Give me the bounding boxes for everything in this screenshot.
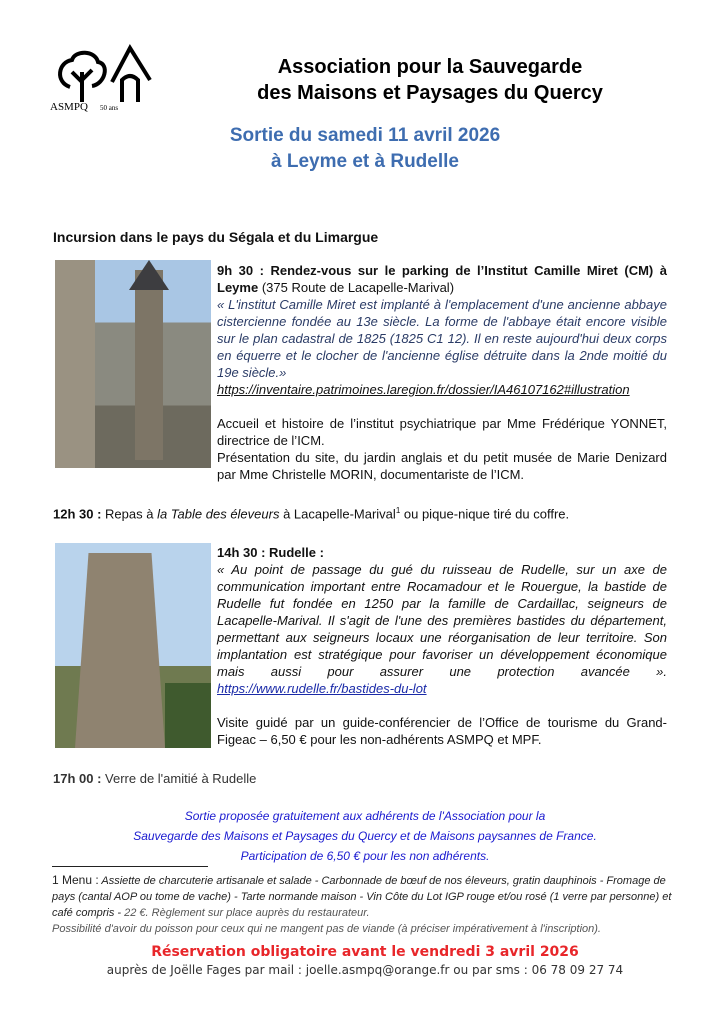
end-line: 17h 00 : Verre de l'amitié à Rudelle [53, 771, 257, 786]
rudelle-link[interactable]: https://www.rudelle.fr/bastides-du-lot [217, 681, 427, 696]
svg-text:ASMPQ: ASMPQ [50, 101, 88, 113]
svg-text:50 ans: 50 ans [100, 104, 119, 112]
inventaire-link[interactable]: https://inventaire.patrimoines.laregion.fr/dossier/IA46107162#illustration [217, 382, 630, 397]
footnote: 1 Menu : Assiette de charcuterie artisanale et salade - Carbonnade de bœuf de nos éleveurs, gratin dauphinois - Fromage de pays (cantal AOP ou tome de vache) - Tarte normande maison - Vin Côte du Lot IGP rouge et/ou rosé (1 verre par personne) et café compris - 22 €. Règlement sur place auprès du restaurateur. Possibilité d'avoir du poisson pour ceux qui ne mangent pas de viande (à préciser impérativement à l'inscription). [52, 873, 672, 935]
notice: Sortie proposée gratuitement aux adhérents de l'Association pour la Sauvegarde des Maisons et Paysages du Quercy et de Maisons paysannes de France. Participation de 6,50 € pour les non adhérents. [133, 809, 597, 863]
institut-photo [55, 260, 211, 468]
footnote-divider [52, 866, 208, 867]
lunch-line: 12h 30 : Repas à la Table des éleveurs à Lacapelle-Marival$^1$ ou pique-nique tiré du coffre. [53, 506, 570, 522]
rudelle-photo [55, 543, 211, 748]
reservation-title: Réservation obligatoire avant le vendredi 3 avril 2026 [151, 944, 579, 960]
stop2-block: 14h 30 : Rudelle : « Au point de passage du gué du ruisseau de Rudelle, sur un axe de communication important entre Rocamadour et le Rouergue, la bastide de Rudelle fut fondée en 1250 par la famille de Cardaillac, seigneurs de Lacapelle-Marival. Il s'agit de l'une des premières bastides du département, permettant aux seigneurs locaux une réorganisation de leur territoire. Son implantation est stratégique pour favoriser un développement économique mais aussi pour assurer une protection avancée ». https://www.rudelle.fr/bastides-du-lot Visite guidé par un guide-conférencier de l’Office de tourisme du Grand-Figeac – 6,50 € pour les non-adhérents ASMPQ et MPF. [217, 545, 667, 747]
section-heading: Incursion dans le pays du Ségala et du Limargue [53, 229, 379, 245]
asmpq-logo [50, 42, 160, 114]
association-title: Association pour la Sauvegarde des Maisons et Paysages du Quercy [257, 56, 603, 104]
reservation-contact: auprès de Joëlle Fages par mail : joelle.asmpq@orange.fr ou par sms : 06 78 09 27 74 [106, 963, 624, 977]
event-title: Sortie du samedi 11 avril 2026 à Leyme et à Rudelle [229, 125, 501, 172]
stop1-block: 9h 30 : Rendez-vous sur le parking de l’Institut Camille Miret (CM) à Leyme (375 Route de Lacapelle-Marival) « L'institut Camille Miret est implanté à l'emplacement d'une ancienne abbaye cistercienne fondée au 13e siècle. La forme de l'abbaye était encore visible sur le plan cadastral de 1825 (1825 C1 12). Il en reste aujourd'hui deux corps en équerre et le clocher de l'ancienne église détruite dans la 2nde moitié du 19e siècle.» https://inventaire.patrimoines.laregion.fr/dossier/IA46107162#illustration Accueil et histoire de l’institut psychiatrique par Mme Frédérique YONNET, directrice de l’ICM. Présentation du site, du jardin anglais et du petit musée de Marie Denizard par Mme Christelle MORIN, documentariste de l’ICM. [217, 263, 667, 482]
